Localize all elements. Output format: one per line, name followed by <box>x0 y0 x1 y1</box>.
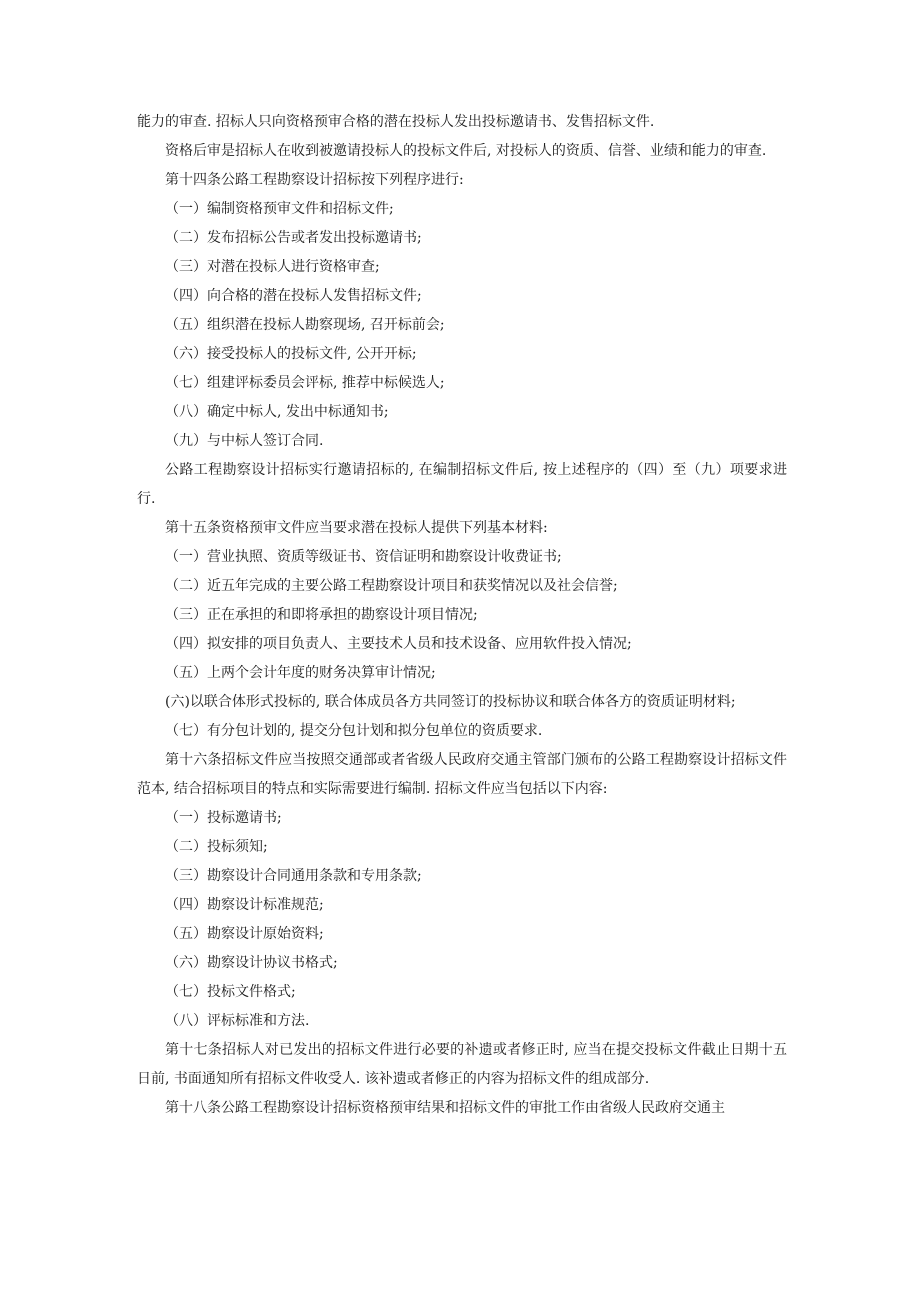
paragraph: 能力的审查. 招标人只向资格预审合格的潜在投标人发出投标邀请书、发售招标文件. <box>137 114 655 130</box>
list-item: （一）营业执照、资质等级证书、资信证明和勘察设计收费证书; <box>165 549 562 565</box>
list-item: （四）勘察设计标准规范; <box>165 897 324 913</box>
article-18-paragraph: 第十八条公路工程勘察设计招标资格预审结果和招标文件的审批工作由省级人民政府交通主 <box>165 1100 725 1116</box>
list-item: （二）发布招标公告或者发出投标邀请书; <box>165 230 422 246</box>
list-item: (六)以联合体形式投标的, 联合体成员各方共同签订的投标协议和联合体各方的资质证明材料; <box>165 694 736 710</box>
list-item: （五）组织潜在投标人勘察现场, 召开标前会; <box>165 317 445 333</box>
list-item: （一）投标邀请书; <box>165 810 282 826</box>
list-item: （四）向合格的潜在投标人发售招标文件; <box>165 288 422 304</box>
document-body <box>137 108 787 1123</box>
list-item: （七）投标文件格式; <box>165 984 296 1000</box>
list-item: （二）投标须知; <box>165 839 268 855</box>
list-item: （一）编制资格预审文件和招标文件; <box>165 201 394 217</box>
list-item: （九）与中标人签订合同. <box>165 433 324 449</box>
list-item: （三）正在承担的和即将承担的勘察设计项目情况; <box>165 607 478 623</box>
list-item: （六）接受投标人的投标文件, 公开开标; <box>165 346 417 362</box>
list-item: （七）有分包计划的, 提交分包计划和拟分包单位的资质要求. <box>165 723 543 739</box>
list-item: （八）确定中标人, 发出中标通知书; <box>165 404 389 420</box>
list-item: （三）勘察设计合同通用条款和专用条款; <box>165 868 422 884</box>
paragraph: 资格后审是招标人在收到被邀请投标人的投标文件后, 对投标人的资质、信誉、业绩和能力的审查. <box>165 143 767 159</box>
article-16-heading: 第十六条招标文件应当按照交通部或者省级人民政府交通主管部门颁布的公路工程勘察设计招标文件范本, 结合招标项目的特点和实际需要进行编制. 招标文件应当包括以下内容: <box>137 752 787 797</box>
article-15-heading: 第十五条资格预审文件应当要求潜在投标人提供下列基本材料: <box>165 520 548 536</box>
article-14-heading: 第十四条公路工程勘察设计招标按下列程序进行: <box>165 172 464 188</box>
article-17-paragraph: 第十七条招标人对已发出的招标文件进行必要的补遗或者修正时, 应当在提交投标文件截止日期十五日前, 书面通知所有招标文件收受人. 该补遗或者修正的内容为招标文件的组成部分. <box>137 1042 787 1087</box>
list-item: （五）上两个会计年度的财务决算审计情况; <box>165 665 436 681</box>
list-item: （三）对潜在投标人进行资格审查; <box>165 259 380 275</box>
paragraph: 公路工程勘察设计招标实行邀请招标的, 在编制招标文件后, 按上述程序的（四）至（九）项要求进行. <box>137 462 787 507</box>
list-item: （八）评标标准和方法. <box>165 1013 310 1029</box>
list-item: （七）组建评标委员会评标, 推荐中标候选人; <box>165 375 445 391</box>
list-item: （二）近五年完成的主要公路工程勘察设计项目和获奖情况以及社会信誉; <box>165 578 618 594</box>
list-item: （六）勘察设计协议书格式; <box>165 955 338 971</box>
list-item: （四）拟安排的项目负责人、主要技术人员和技术设备、应用软件投入情况; <box>165 636 632 652</box>
list-item: （五）勘察设计原始资料; <box>165 926 324 942</box>
